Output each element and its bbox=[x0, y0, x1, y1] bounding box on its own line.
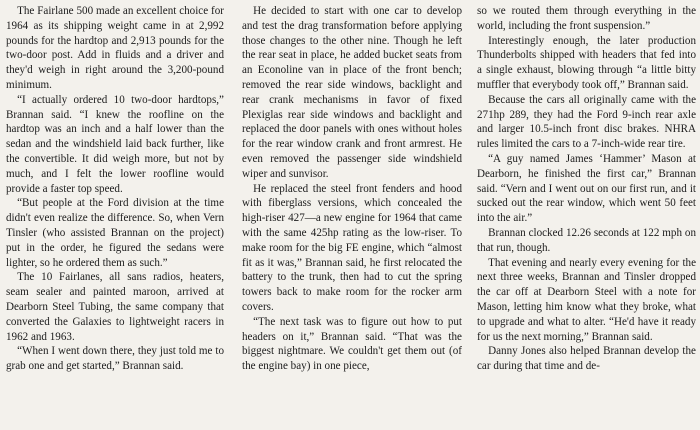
paragraph: Brannan clocked 12.26 seconds at 122 mph on that run, though. bbox=[477, 226, 696, 254]
paragraph: The 10 Fairlanes, all sans radios, heaters, seam sealer and painted maroon, arrived at Dearborn Steel Tubing, the same company that converted the Galaxies to lightweight racers in 1962 and 1963. bbox=[6, 271, 224, 343]
paragraph: “But people at the Ford division at the time didn't even realize the difference. So, when Vern Tinsler (who assisted Brannan on the project) put in the order, he figured the sedans were lighter, so he ordered them as such.” bbox=[6, 197, 224, 269]
paragraph: Danny Jones also helped Brannan develop the car during that time and de- bbox=[477, 345, 696, 373]
text-column-2 bbox=[242, 4, 462, 374]
paragraph: He decided to start with one car to develop and test the drag transformation before applying those changes to the other nine. Though he left the rear seat in place, he added bucket seats from an Econoline van in place of the front bench; removed the rear side windows, backlight and rear crank mechanisms in favor of fixed Plexiglas rear side windows and backlight and replaced the door panels with ones without holes for the rear window crank and front armrest. He even removed the passenger side windshield wiper and sunvisor. bbox=[242, 5, 462, 180]
text-column-3 bbox=[477, 4, 696, 374]
text-column-1 bbox=[6, 4, 224, 374]
paragraph: The Fairlane 500 made an excellent choice for 1964 as its shipping weight came in at 2,992 pounds for the hardtop and 2,913 pounds for the two-door post. Add in fluids and a driver and they'd weigh in right around the 3,200-pound minimum. bbox=[6, 5, 224, 91]
paragraph: “When I went down there, they just told me to grab one and get started,” Brannan said. bbox=[6, 345, 224, 373]
paragraph: He replaced the steel front fenders and hood with fiberglass versions, which concealed the high-riser 427—a new engine for 1964 that came with the same 425hp rating as the low-riser. To make room for the big FE engine, which “almost fit as it was,” Brannan said, he first relocated the battery to the trunk, then had to cut the spring towers back to make room for the rocker arm covers. bbox=[242, 182, 462, 313]
paragraph: “A guy named James ‘Hammer’ Mason at Dearborn, he finished the first car,” Brannan said. “Vern and I went out on our first run, and it sucked out the rear window, which went 50 feet into the air.” bbox=[477, 152, 696, 225]
paragraph-continued: so we routed them through everything in the world, including the front suspension.” bbox=[477, 5, 696, 32]
paragraph: “I actually ordered 10 two-door hardtops,” Brannan said. “I knew the roofline on the hardtop was an inch and a half lower than the sedan and the windshield laid back further, like the convertible. It did weigh more, but not by much, and I felt the lower roofline would provide a faster top speed. bbox=[6, 93, 224, 195]
paragraph: Interestingly enough, the later production Thunderbolts shipped with headers that fed into a single exhaust, blowing through “a little bitty muffler that everybody took off,” Brannan said. bbox=[477, 34, 696, 91]
paragraph: That evening and nearly every evening for the next three weeks, Brannan and Tinsler dropped the car off at Dearborn Steel with a note for Mason, letting him know what they broke, what to upgrade and what to alter. “He'd have it ready for us the next morning,” Brannan said. bbox=[477, 256, 696, 343]
paragraph: “The next task was to figure out how to put headers on it,” Brannan said. “That was the biggest nightmare. We couldn't get them out (of the engine bay) in one piece, bbox=[242, 315, 462, 373]
paragraph: Because the cars all originally came with the 271hp 289, they had the Ford 9-inch rear axle and larger 10.5-inch front disc brakes. NHRA rules limited the cars to a 7-inch-wide rear tire. bbox=[477, 93, 696, 151]
